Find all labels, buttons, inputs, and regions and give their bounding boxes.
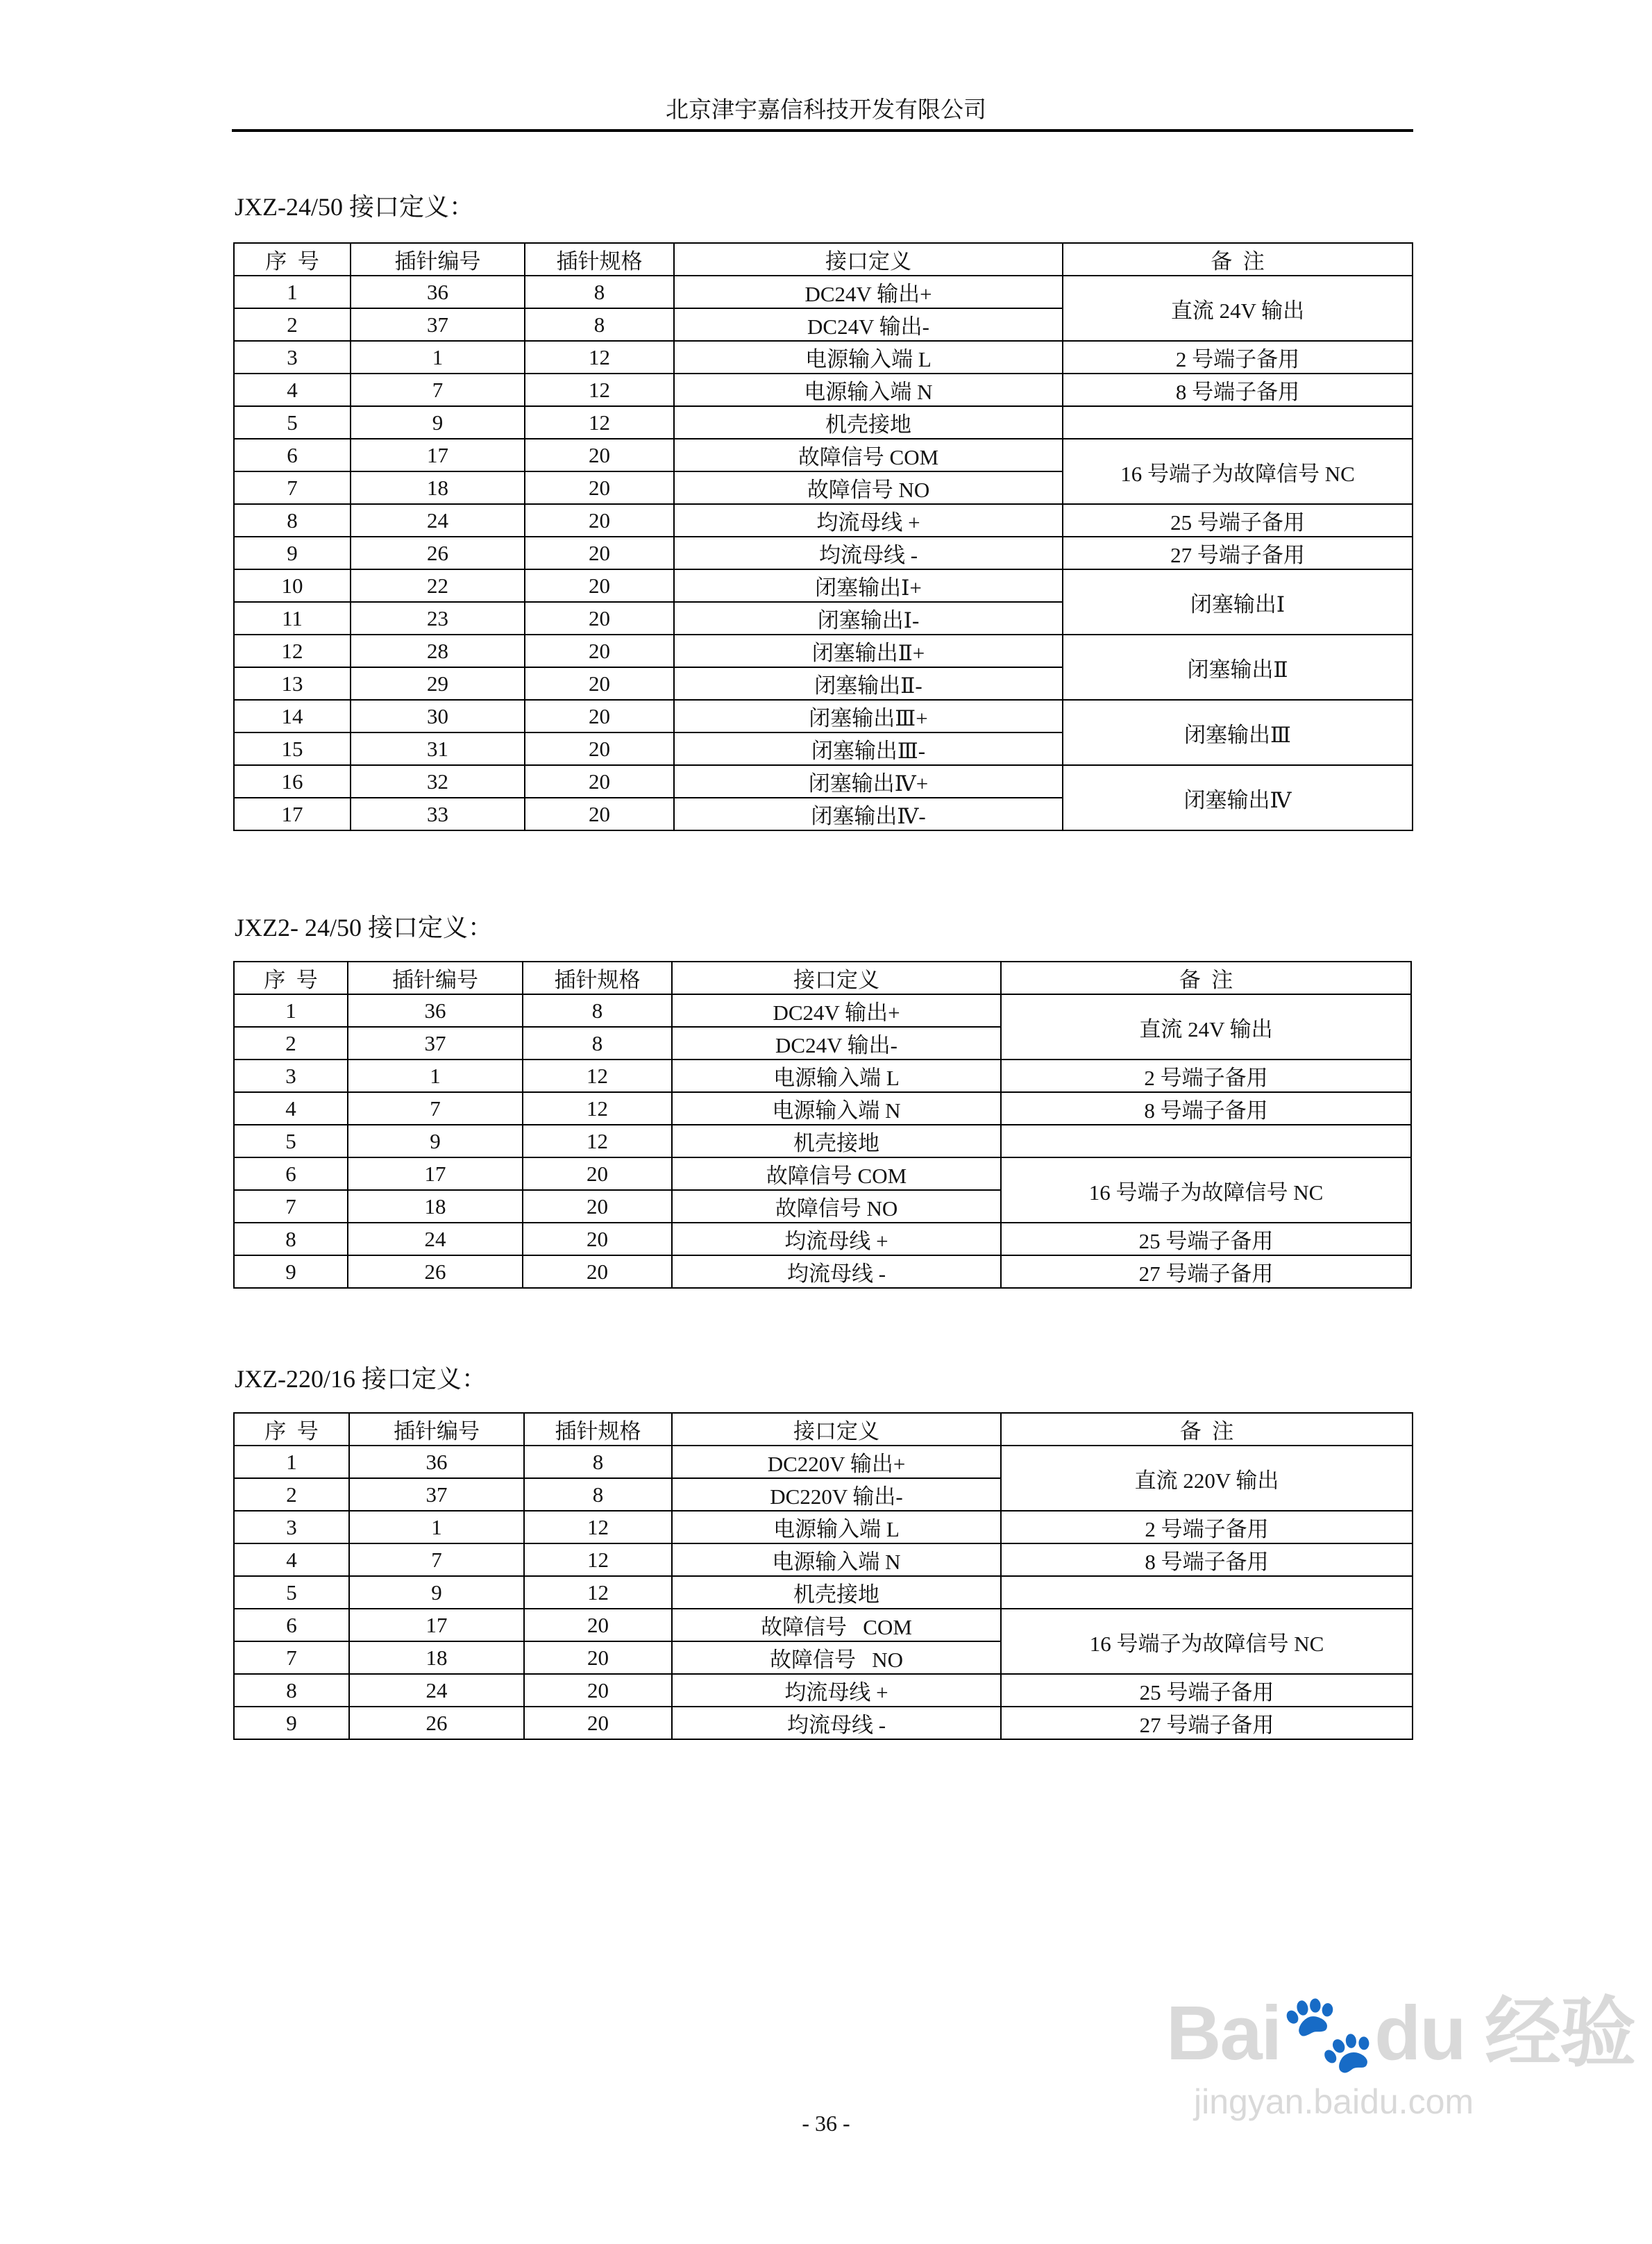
column-header: 接口定义 <box>674 243 1063 276</box>
table-row <box>234 537 1413 569</box>
remark-cell: 闭塞输出Ⅱ <box>1063 635 1413 700</box>
table-cell: 闭塞输出Ⅱ+ <box>674 635 1063 667</box>
remark-cell: 8 号端子备用 <box>1063 374 1413 406</box>
column-header: 接口定义 <box>672 1413 1001 1446</box>
table-cell: 20 <box>523 1223 672 1255</box>
remark-cell: 2 号端子备用 <box>1063 341 1413 374</box>
table-row <box>234 1707 1413 1739</box>
table-cell: 20 <box>525 439 674 471</box>
remark-cell: 27 号端子备用 <box>1001 1707 1413 1739</box>
table-cell: 18 <box>348 1190 523 1223</box>
remark-cell: 16 号端子为故障信号 NC <box>1001 1609 1413 1674</box>
table-row <box>234 1674 1413 1707</box>
table-cell: 闭塞输出Ⅰ+ <box>674 569 1063 602</box>
column-header: 序 号 <box>234 962 348 994</box>
table-cell: 闭塞输出Ⅲ+ <box>674 700 1063 732</box>
remark-cell: 8 号端子备用 <box>1001 1543 1413 1576</box>
table-cell: 20 <box>525 537 674 569</box>
table-row <box>234 374 1413 406</box>
table-cell: 20 <box>525 765 674 798</box>
table-cell: DC220V 输出+ <box>672 1446 1001 1478</box>
header-row <box>234 243 1413 276</box>
table-row <box>234 406 1413 439</box>
table-cell: 机壳接地 <box>674 406 1063 439</box>
table-row <box>234 1576 1413 1609</box>
table-cell: 20 <box>524 1641 672 1674</box>
table-row <box>234 1223 1411 1255</box>
table-row <box>234 1060 1411 1092</box>
table-cell: 20 <box>525 471 674 504</box>
table-cell: 均流母线 + <box>674 504 1063 537</box>
table-title-3: JXZ-220/16 接口定义： <box>235 1365 487 1393</box>
table-row <box>234 635 1413 667</box>
table-cell: 8 <box>524 1446 672 1478</box>
table-cell: 20 <box>525 667 674 700</box>
table-cell: 1 <box>234 994 348 1027</box>
table-cell: 7 <box>234 1190 348 1223</box>
table-cell: 1 <box>234 276 351 308</box>
table-row <box>234 1446 1413 1478</box>
table-row <box>234 994 1411 1027</box>
table-row <box>234 504 1413 537</box>
table-row <box>234 439 1413 471</box>
table-cell: 17 <box>351 439 525 471</box>
table-cell: 17 <box>348 1157 523 1190</box>
table-cell: 7 <box>234 471 351 504</box>
table-row <box>234 1092 1411 1125</box>
table-cell: 33 <box>351 798 525 830</box>
column-header: 备 注 <box>1001 1413 1413 1446</box>
remark-cell: 直流 24V 输出 <box>1063 276 1413 341</box>
table-cell: 20 <box>523 1157 672 1190</box>
table-row <box>234 765 1413 798</box>
baidu-watermark-logo: Bai🐾du 经验 jingyan.baidu.com <box>1166 1991 1635 2121</box>
table-cell: 机壳接地 <box>672 1576 1001 1609</box>
table-cell: 闭塞输出Ⅳ- <box>674 798 1063 830</box>
table-cell: 2 <box>234 1478 349 1511</box>
remark-cell: 2 号端子备用 <box>1001 1060 1411 1092</box>
table-cell: 9 <box>234 1707 349 1739</box>
table-cell: 4 <box>234 1092 348 1125</box>
table-cell: 均流母线 - <box>672 1707 1001 1739</box>
table-cell: 37 <box>349 1478 524 1511</box>
table-cell: 8 <box>234 504 351 537</box>
table-cell: DC24V 输出+ <box>674 276 1063 308</box>
table-cell: 36 <box>349 1446 524 1478</box>
table-cell: 9 <box>348 1125 523 1157</box>
table-cell: 30 <box>351 700 525 732</box>
column-header: 序 号 <box>234 1413 349 1446</box>
column-header: 接口定义 <box>672 962 1001 994</box>
table-cell: 24 <box>348 1223 523 1255</box>
table-cell: 36 <box>351 276 525 308</box>
remark-cell: 25 号端子备用 <box>1063 504 1413 537</box>
table-cell: 故障信号 NO <box>672 1641 1001 1674</box>
remark-cell: 2 号端子备用 <box>1001 1511 1413 1543</box>
column-header: 插针编号 <box>348 962 523 994</box>
table-cell: 5 <box>234 406 351 439</box>
table-row <box>234 1157 1411 1190</box>
table-cell: 20 <box>525 504 674 537</box>
table-cell: 20 <box>525 700 674 732</box>
table-cell: 36 <box>348 994 523 1027</box>
table-cell: 8 <box>524 1478 672 1511</box>
table-cell: 故障信号 COM <box>674 439 1063 471</box>
table-cell: 20 <box>524 1609 672 1641</box>
table-cell: 1 <box>348 1060 523 1092</box>
table-cell: 12 <box>234 635 351 667</box>
table-cell: 6 <box>234 1157 348 1190</box>
header-row <box>234 1413 1413 1446</box>
remark-cell: 27 号端子备用 <box>1063 537 1413 569</box>
table-cell: 9 <box>349 1576 524 1609</box>
page-number: - 36 - <box>802 2111 850 2136</box>
column-header: 备 注 <box>1063 243 1413 276</box>
remark-cell: 直流 24V 输出 <box>1001 994 1411 1060</box>
table-cell: 故障信号 NO <box>672 1190 1001 1223</box>
remark-cell: 25 号端子备用 <box>1001 1223 1411 1255</box>
table-cell: 7 <box>234 1641 349 1674</box>
table-cell: 17 <box>349 1609 524 1641</box>
table-cell: 20 <box>525 569 674 602</box>
table-cell: 11 <box>234 602 351 635</box>
table-cell: 4 <box>234 1543 349 1576</box>
table-cell: 8 <box>523 994 672 1027</box>
table-cell: 12 <box>523 1092 672 1125</box>
table-cell: 37 <box>348 1027 523 1060</box>
table-cell: 8 <box>234 1674 349 1707</box>
table-cell: 23 <box>351 602 525 635</box>
column-header: 插针编号 <box>351 243 525 276</box>
table-cell: 电源输入端 N <box>674 374 1063 406</box>
table-cell: 9 <box>351 406 525 439</box>
table-cell: 4 <box>234 374 351 406</box>
table-cell: 7 <box>351 374 525 406</box>
table-cell: 5 <box>234 1125 348 1157</box>
table-cell: 12 <box>525 341 674 374</box>
table-cell: 12 <box>525 374 674 406</box>
table-cell: 3 <box>234 341 351 374</box>
table-cell: 9 <box>234 1255 348 1288</box>
table-cell: 均流母线 + <box>672 1674 1001 1707</box>
table-cell: 15 <box>234 732 351 765</box>
table-row <box>234 341 1413 374</box>
column-header: 插针规格 <box>523 962 672 994</box>
table-cell: 2 <box>234 308 351 341</box>
table-row <box>234 1543 1413 1576</box>
header-row <box>234 962 1411 994</box>
table-cell: 闭塞输出Ⅰ- <box>674 602 1063 635</box>
table-title-2: JXZ2- 24/50 接口定义： <box>235 914 493 941</box>
table-cell: 31 <box>351 732 525 765</box>
interface-table-2 <box>233 961 1412 1289</box>
table-cell: 故障信号 NO <box>674 471 1063 504</box>
column-header: 序 号 <box>234 243 351 276</box>
column-header: 插针规格 <box>524 1413 672 1446</box>
remark-cell: 直流 220V 输出 <box>1001 1446 1413 1511</box>
table-cell: 6 <box>234 439 351 471</box>
table-cell: 22 <box>351 569 525 602</box>
table-cell: 均流母线 - <box>674 537 1063 569</box>
remark-cell: 27 号端子备用 <box>1001 1255 1411 1288</box>
table-cell: 20 <box>525 798 674 830</box>
table-cell: 28 <box>351 635 525 667</box>
table-cell: 7 <box>349 1543 524 1576</box>
column-header: 备 注 <box>1001 962 1411 994</box>
table-title-1: JXZ-24/50 接口定义： <box>235 193 474 221</box>
table-row <box>234 569 1413 602</box>
table-cell: 6 <box>234 1609 349 1641</box>
table-cell: 均流母线 - <box>672 1255 1001 1288</box>
remark-cell: 25 号端子备用 <box>1001 1674 1413 1707</box>
table-cell: DC24V 输出- <box>672 1027 1001 1060</box>
table-cell: 7 <box>348 1092 523 1125</box>
table-row <box>234 700 1413 732</box>
remark-cell <box>1063 406 1413 439</box>
table-cell: 电源输入端 L <box>672 1060 1001 1092</box>
table-cell: 13 <box>234 667 351 700</box>
table-cell: 20 <box>523 1190 672 1223</box>
table-row <box>234 1609 1413 1641</box>
remark-cell: 闭塞输出Ⅰ <box>1063 569 1413 635</box>
table-cell: 电源输入端 N <box>672 1092 1001 1125</box>
table-cell: 26 <box>349 1707 524 1739</box>
table-cell: 1 <box>349 1511 524 1543</box>
table-cell: 26 <box>351 537 525 569</box>
table-cell: 3 <box>234 1511 349 1543</box>
remark-cell <box>1001 1125 1411 1157</box>
table-cell: 闭塞输出Ⅳ+ <box>674 765 1063 798</box>
table-cell: 12 <box>524 1576 672 1609</box>
remark-cell: 闭塞输出Ⅲ <box>1063 700 1413 765</box>
table-cell: 12 <box>523 1060 672 1092</box>
table-cell: 37 <box>351 308 525 341</box>
remark-cell: 8 号端子备用 <box>1001 1092 1411 1125</box>
table-cell: 20 <box>523 1255 672 1288</box>
table-cell: 16 <box>234 765 351 798</box>
table-cell: 电源输入端 N <box>672 1543 1001 1576</box>
table-cell: 1 <box>351 341 525 374</box>
table-row <box>234 1125 1411 1157</box>
table-cell: 机壳接地 <box>672 1125 1001 1157</box>
table-cell: 闭塞输出Ⅱ- <box>674 667 1063 700</box>
table-cell: 电源输入端 L <box>674 341 1063 374</box>
table-cell: 电源输入端 L <box>672 1511 1001 1543</box>
table-cell: 5 <box>234 1576 349 1609</box>
table-cell: 10 <box>234 569 351 602</box>
table-cell: 20 <box>524 1707 672 1739</box>
interface-table-1 <box>233 242 1413 831</box>
table-cell: 12 <box>524 1543 672 1576</box>
table-cell: 18 <box>349 1641 524 1674</box>
table-cell: 闭塞输出Ⅲ- <box>674 732 1063 765</box>
table-cell: 17 <box>234 798 351 830</box>
table-cell: 20 <box>525 602 674 635</box>
table-cell: 8 <box>234 1223 348 1255</box>
table-cell: 18 <box>351 471 525 504</box>
table-cell: 2 <box>234 1027 348 1060</box>
table-cell: 12 <box>523 1125 672 1157</box>
table-cell: 故障信号 COM <box>672 1157 1001 1190</box>
remark-cell: 16 号端子为故障信号 NC <box>1063 439 1413 504</box>
table-row <box>234 1511 1413 1543</box>
remark-cell: 16 号端子为故障信号 NC <box>1001 1157 1411 1223</box>
table-cell: 26 <box>348 1255 523 1288</box>
table-cell: 8 <box>525 308 674 341</box>
table-row <box>234 1255 1411 1288</box>
column-header: 插针编号 <box>349 1413 524 1446</box>
table-row <box>234 276 1413 308</box>
table-cell: 29 <box>351 667 525 700</box>
table-cell: DC220V 输出- <box>672 1478 1001 1511</box>
remark-cell <box>1001 1576 1413 1609</box>
table-cell: 24 <box>349 1674 524 1707</box>
table-cell: 均流母线 + <box>672 1223 1001 1255</box>
header-rule <box>232 129 1413 132</box>
table-cell: 8 <box>523 1027 672 1060</box>
table-cell: DC24V 输出+ <box>672 994 1001 1027</box>
table-cell: 3 <box>234 1060 348 1092</box>
table-cell: 20 <box>525 635 674 667</box>
table-cell: 20 <box>525 732 674 765</box>
column-header: 插针规格 <box>525 243 674 276</box>
interface-table-3 <box>233 1412 1413 1740</box>
page-header-company: 北京津宇嘉信科技开发有限公司 <box>666 98 986 123</box>
table-cell: 8 <box>525 276 674 308</box>
table-cell: 1 <box>234 1446 349 1478</box>
table-cell: 32 <box>351 765 525 798</box>
table-cell: 12 <box>525 406 674 439</box>
table-cell: 12 <box>524 1511 672 1543</box>
table-cell: 故障信号 COM <box>672 1609 1001 1641</box>
remark-cell: 闭塞输出Ⅳ <box>1063 765 1413 830</box>
table-cell: DC24V 输出- <box>674 308 1063 341</box>
table-cell: 24 <box>351 504 525 537</box>
table-cell: 9 <box>234 537 351 569</box>
table-cell: 20 <box>524 1674 672 1707</box>
table-cell: 14 <box>234 700 351 732</box>
